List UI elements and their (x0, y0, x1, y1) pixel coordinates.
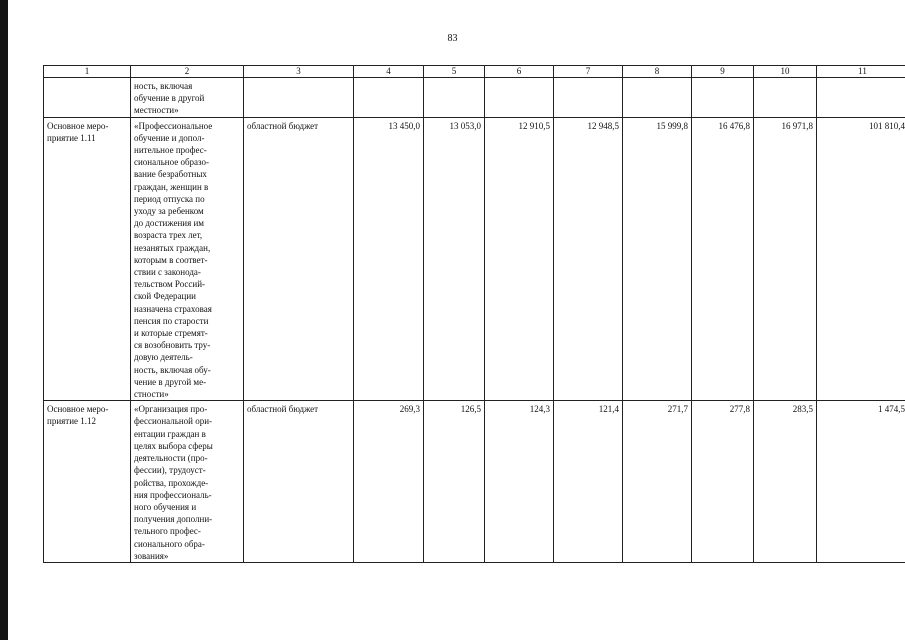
value-cell (817, 78, 905, 118)
measure-name-cell (44, 117, 131, 401)
value-cell: 277,8 (692, 401, 754, 563)
measure-name-cell-line: приятие 1.12 (47, 416, 97, 427)
measure-description-cell-line: сионального обра- (134, 538, 205, 549)
measure-description-cell-line: чение в другой ме- (134, 376, 207, 387)
header-cell: 3 (244, 66, 354, 78)
header-cell: 4 (354, 66, 424, 78)
header-cell: 5 (424, 66, 485, 78)
measure-description-cell-line: до достижения им (134, 218, 205, 229)
measure-description-cell-line: ность, включая (134, 81, 193, 91)
measure-description-cell-line: которым в соответ- (134, 254, 208, 265)
measure-name-cell-line: приятие 1.11 (47, 132, 96, 143)
measure-description-cell-line: тельного профес- (134, 526, 201, 537)
value-cell: 283,5 (754, 401, 817, 563)
measure-description-cell (131, 117, 244, 401)
measure-description-cell-line: назначена страховая (134, 303, 212, 314)
measure-description-cell-line: фессии), трудоуст- (134, 465, 206, 476)
funding-source-cell: областной бюджет (244, 401, 354, 563)
measure-description-cell-line: граждан, женщин в (134, 181, 209, 192)
measure-description-cell-line: стности» (134, 389, 169, 400)
measure-description-cell-line: и которые стремят- (134, 328, 208, 339)
value-cell: 16 476,8 (692, 117, 754, 401)
header-cell: 1 (44, 66, 131, 78)
measure-description-cell-line: уходу за ребенком (134, 206, 204, 217)
measure-name-cell (44, 78, 131, 118)
value-cell: 13 053,0 (424, 117, 485, 401)
measure-description-cell-line: ройства, прохожде- (134, 477, 209, 488)
measure-description-cell-line: ствии с законода- (134, 267, 201, 278)
value-cell: 101 810,4 (817, 117, 905, 401)
header-cell: 8 (623, 66, 692, 78)
measure-description-cell-line: «Организация про- (134, 404, 208, 415)
value-cell (554, 78, 623, 118)
measure-description-cell-line: сиональное образо- (134, 157, 210, 168)
measure-description-cell-line: «Профессиональное (134, 120, 213, 131)
measure-description-cell-line: ся возобновить тру- (134, 340, 211, 351)
value-cell (354, 78, 424, 118)
measure-description-cell-line: тельством Россий- (134, 279, 206, 290)
measure-description-cell-line: период отпуска по (134, 193, 205, 204)
value-cell: 271,7 (623, 401, 692, 563)
value-cell: 121,4 (554, 401, 623, 563)
header-cell: 6 (485, 66, 554, 78)
measure-description-cell-line: ентации граждан в (134, 428, 206, 439)
table-row (44, 401, 905, 563)
measure-description-cell-line: нительное профес- (134, 145, 207, 156)
measure-description-cell-line: ния профессиональ- (134, 489, 212, 500)
measure-description-cell-line: возраста трех лет, (134, 230, 203, 241)
measure-name-cell-line: Основное меро- (47, 404, 109, 415)
table-row (44, 117, 905, 401)
value-cell: 12 948,5 (554, 117, 623, 401)
value-cell (692, 78, 754, 118)
measure-name-cell (44, 401, 131, 563)
measure-description-cell-line: пенсия по старости (134, 315, 209, 326)
measure-description-cell-line: деятельности (про- (134, 453, 208, 464)
value-cell (485, 78, 554, 118)
table-row (44, 78, 905, 118)
measure-description-cell-line: незанятых граждан, (134, 242, 211, 253)
value-cell: 16 971,8 (754, 117, 817, 401)
measure-description-cell-line: местности» (134, 105, 179, 116)
binding-edge (0, 0, 8, 640)
funding-source-cell: областной бюджет (244, 117, 354, 401)
value-cell: 269,3 (354, 401, 424, 563)
measure-description-cell-line: обучение и допол- (134, 132, 205, 143)
measure-description-cell (131, 401, 244, 563)
value-cell (754, 78, 817, 118)
measure-description-cell-line: ность, включая обу- (134, 364, 211, 375)
measure-description-cell-line: получения дополни- (134, 514, 213, 525)
measure-description-cell-line: вание безработных (134, 169, 207, 180)
header-cell: 9 (692, 66, 754, 78)
funding-source-cell (244, 78, 354, 118)
value-cell: 1 474,5 (817, 401, 905, 563)
value-cell: 15 999,8 (623, 117, 692, 401)
measure-description-cell-line: ской Федерации (134, 291, 196, 302)
header-cell: 2 (131, 66, 244, 78)
measure-description-cell-line: фессиональной ори- (134, 416, 213, 427)
measure-description-cell-line: ного обучения и (134, 501, 197, 512)
measure-description-cell (131, 78, 244, 118)
value-cell: 126,5 (424, 401, 485, 563)
value-cell: 124,3 (485, 401, 554, 563)
value-cell (424, 78, 485, 118)
header-cell: 11 (817, 66, 905, 78)
measure-description-cell-line: довую деятель- (134, 352, 193, 363)
page-number: 83 (447, 33, 458, 44)
header-cell: 7 (554, 66, 623, 78)
measure-name-cell-line: Основное меро- (47, 120, 109, 131)
value-cell (623, 78, 692, 118)
value-cell: 13 450,0 (354, 117, 424, 401)
header-row (44, 66, 905, 78)
measure-description-cell-line: обучение в другой (134, 93, 205, 104)
budget-table (43, 65, 905, 563)
measure-description-cell-line: целях выбора сферы (134, 440, 213, 451)
value-cell: 12 910,5 (485, 117, 554, 401)
measure-description-cell-line: зования» (134, 550, 169, 561)
header-cell: 10 (754, 66, 817, 78)
